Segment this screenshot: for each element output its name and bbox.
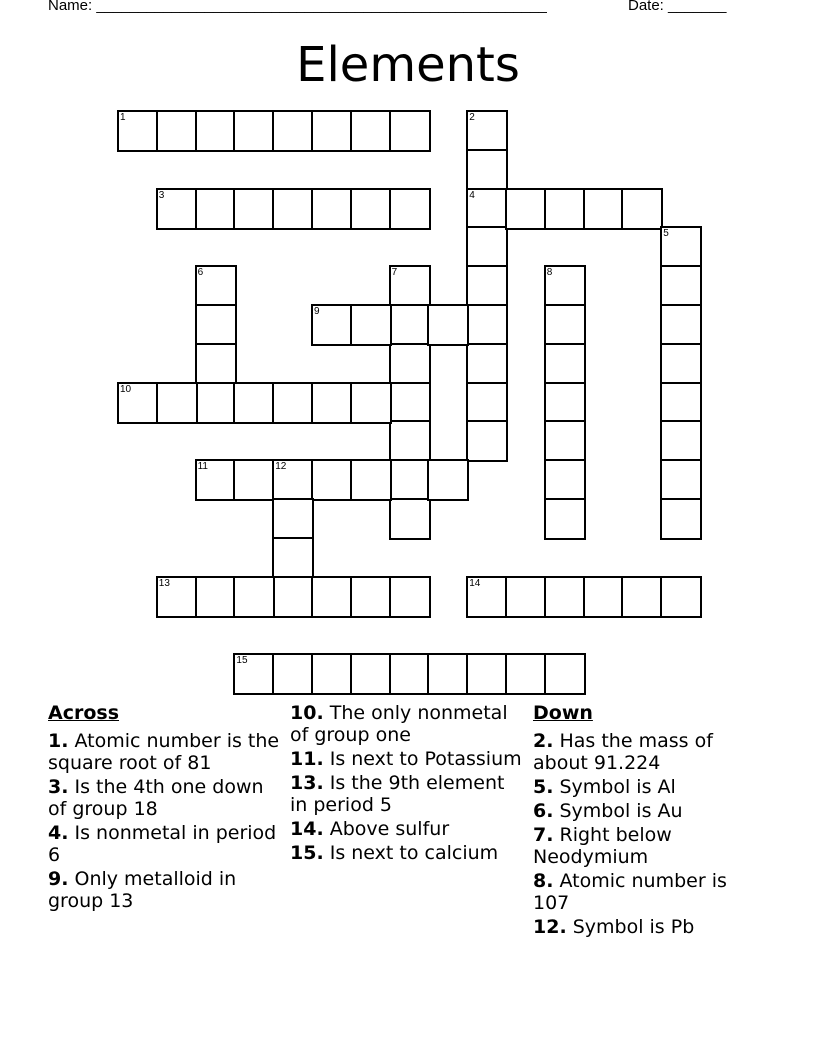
grid-cell[interactable] — [621, 576, 663, 618]
grid-cell[interactable] — [233, 382, 275, 424]
date-field-label: Date: _______ — [628, 0, 727, 14]
clue-number-label: 9. — [48, 868, 69, 890]
across-heading: Across — [48, 702, 120, 724]
grid-cell[interactable] — [156, 382, 198, 424]
across-clue — [48, 868, 280, 912]
grid-cell[interactable] — [389, 343, 431, 385]
grid-cell[interactable] — [350, 110, 392, 152]
grid-cell[interactable] — [660, 304, 702, 346]
grid-cell[interactable] — [621, 188, 663, 230]
down-clue — [533, 800, 765, 822]
grid-cell[interactable] — [466, 653, 508, 695]
down-clue — [533, 870, 765, 914]
grid-cell[interactable] — [660, 265, 702, 307]
clue-number: 3 — [158, 189, 165, 201]
grid-cell[interactable] — [389, 265, 431, 307]
clue-number: 5 — [663, 228, 669, 240]
clue-text: Only metalloid in group 13 — [48, 868, 237, 912]
grid-cell[interactable] — [350, 576, 392, 618]
name-field-label: Name: ______________________________________________________ — [48, 0, 547, 14]
grid-cell[interactable] — [544, 498, 586, 540]
grid-cell[interactable] — [233, 576, 275, 618]
page-title: Elements — [296, 37, 520, 93]
clue-number: 4 — [469, 189, 475, 201]
grid-cell[interactable] — [195, 304, 237, 346]
clue-number: 13 — [158, 577, 170, 589]
grid-cell[interactable] — [272, 498, 314, 540]
grid-cell[interactable] — [311, 459, 353, 501]
grid-cell[interactable] — [544, 420, 586, 462]
clue-text: Is next to Potassium — [323, 748, 522, 770]
grid-cell[interactable] — [389, 459, 431, 501]
clue-number: 1 — [120, 112, 126, 123]
grid-cell[interactable] — [466, 343, 508, 385]
grid-cell[interactable] — [660, 576, 702, 618]
clue-text: Is nonmetal in period 6 — [48, 822, 277, 866]
grid-cell[interactable] — [156, 576, 198, 618]
grid-cell[interactable] — [311, 653, 353, 695]
across-clue — [48, 822, 280, 866]
grid-cell[interactable] — [117, 382, 159, 424]
clue-number-label: 6. — [533, 800, 554, 822]
grid-cell[interactable] — [272, 537, 314, 579]
clue-number-label: 12. — [533, 916, 567, 938]
grid-cell[interactable] — [660, 459, 702, 501]
clue-text: Is the 4th one down of group 18 — [48, 776, 264, 820]
grid-cell[interactable] — [505, 653, 547, 695]
clue-number-label: 7. — [533, 824, 554, 846]
across-clue — [290, 748, 522, 770]
clue-number: 11 — [197, 461, 208, 473]
clue-text: The only nonmetal of group one — [290, 702, 508, 746]
grid-cell[interactable] — [544, 382, 586, 424]
grid-cell[interactable] — [350, 304, 392, 346]
grid-cell[interactable] — [544, 459, 586, 501]
clue-number: 7 — [391, 267, 398, 279]
clue-number-label: 1. — [48, 730, 69, 752]
grid-cell[interactable] — [466, 382, 508, 424]
grid-cell[interactable] — [195, 576, 237, 618]
grid-cell[interactable] — [466, 576, 508, 618]
grid-cell[interactable] — [544, 653, 586, 695]
grid-cell[interactable] — [195, 188, 237, 230]
grid-cell[interactable] — [195, 382, 237, 424]
clue-number: 8 — [546, 267, 553, 279]
clue-number-label: 14. — [290, 818, 324, 840]
across-clue — [290, 702, 522, 746]
clue-number: 12 — [275, 461, 287, 473]
grid-cell[interactable] — [156, 110, 198, 152]
grid-cell[interactable] — [660, 420, 702, 462]
grid-cell[interactable] — [466, 420, 508, 462]
grid-cell[interactable] — [544, 188, 586, 230]
grid-cell[interactable] — [350, 382, 392, 424]
grid-cell[interactable] — [389, 110, 431, 152]
grid-cell[interactable] — [272, 653, 314, 695]
grid-cell[interactable] — [272, 382, 314, 424]
clue-number-label: 15. — [290, 842, 324, 864]
across-clue — [48, 776, 280, 820]
down-clue — [533, 824, 765, 868]
grid-cell[interactable] — [195, 110, 237, 152]
grid-cell[interactable] — [466, 304, 508, 346]
clue-text: Is next to calcium — [323, 842, 499, 864]
clue-text: Right below Neodymium — [533, 824, 672, 868]
clue-number-label: 11. — [290, 748, 324, 770]
grid-cell[interactable] — [311, 110, 353, 152]
grid-cell[interactable] — [195, 343, 237, 385]
grid-cell[interactable] — [389, 498, 431, 540]
across-clue — [48, 730, 280, 774]
down-clues-column — [533, 702, 765, 940]
grid-cell[interactable] — [583, 576, 625, 618]
grid-cell[interactable] — [311, 304, 353, 346]
grid-cell[interactable] — [466, 149, 508, 191]
clue-number-label: 2. — [533, 730, 554, 752]
across-clues-column-1 — [48, 702, 280, 914]
grid-cell[interactable] — [233, 459, 275, 501]
clue-number-label: 4. — [48, 822, 69, 844]
grid-cell[interactable] — [389, 188, 431, 230]
clue-text: Symbol is Pb — [566, 916, 695, 938]
clue-text: Atomic number is 107 — [533, 870, 727, 914]
grid-cell[interactable] — [427, 304, 469, 346]
clue-number-label: 5. — [533, 776, 554, 798]
grid-cell[interactable] — [544, 343, 586, 385]
down-clue — [533, 776, 765, 798]
grid-cell[interactable] — [660, 498, 702, 540]
grid-cell[interactable] — [389, 653, 431, 695]
grid-cell[interactable] — [272, 576, 314, 618]
grid-cell[interactable] — [233, 110, 275, 152]
clue-number: 6 — [197, 267, 204, 279]
down-heading: Down — [533, 702, 593, 724]
grid-cell[interactable] — [660, 343, 702, 385]
grid-cell[interactable] — [311, 188, 353, 230]
clue-number: 10 — [120, 383, 132, 395]
grid-cell[interactable] — [311, 576, 353, 618]
grid-cell[interactable] — [272, 188, 314, 230]
grid-cell[interactable] — [156, 188, 198, 230]
clue-text: Above sulfur — [323, 818, 450, 840]
clue-number-label: 10. — [290, 702, 324, 724]
grid-cell[interactable] — [117, 110, 159, 152]
grid-cell[interactable] — [195, 459, 237, 501]
grid-cell[interactable] — [505, 576, 547, 618]
grid-cell[interactable] — [660, 226, 702, 268]
clue-text: Symbol is Al — [553, 776, 676, 798]
grid-cell[interactable] — [350, 188, 392, 230]
clue-number-label: 13. — [290, 772, 324, 794]
grid-cell[interactable] — [389, 304, 431, 346]
grid-cell[interactable] — [233, 653, 275, 695]
grid-cell[interactable] — [272, 110, 314, 152]
grid-cell[interactable] — [544, 576, 586, 618]
grid-cell[interactable] — [505, 188, 547, 230]
across-clue — [290, 772, 522, 816]
grid-cell[interactable] — [389, 420, 431, 462]
clue-number: 14 — [469, 577, 481, 589]
grid-cell[interactable] — [583, 188, 625, 230]
grid-cell[interactable] — [660, 382, 702, 424]
grid-cell[interactable] — [389, 576, 431, 618]
clue-number: 9 — [314, 306, 320, 317]
clue-text: Atomic number is the square root of 81 — [48, 730, 280, 774]
clue-text: Has the mass of about 91.224 — [533, 730, 713, 774]
grid-cell[interactable] — [544, 265, 586, 307]
clue-text: Symbol is Au — [553, 800, 683, 822]
clue-number-label: 8. — [533, 870, 554, 892]
clue-number: 2 — [469, 112, 475, 123]
grid-cell[interactable] — [466, 226, 508, 268]
grid-cell[interactable] — [311, 382, 353, 424]
grid-cell[interactable] — [389, 382, 431, 424]
grid-cell[interactable] — [466, 110, 508, 152]
grid-cell[interactable] — [272, 459, 314, 501]
grid-cell[interactable] — [350, 653, 392, 695]
grid-cell[interactable] — [350, 459, 392, 501]
grid-cell[interactable] — [427, 653, 469, 695]
down-clue — [533, 916, 765, 938]
clue-number-label: 3. — [48, 776, 69, 798]
across-clue — [290, 842, 522, 864]
clue-text: Is the 9th element in period 5 — [290, 772, 505, 816]
across-clues-column-2 — [290, 702, 522, 866]
down-clue — [533, 730, 765, 774]
grid-cell[interactable] — [466, 265, 508, 307]
grid-cell[interactable] — [544, 304, 586, 346]
grid-cell[interactable] — [466, 188, 508, 230]
clue-number: 15 — [236, 655, 248, 667]
grid-cell[interactable] — [233, 188, 275, 230]
grid-cell[interactable] — [427, 459, 469, 501]
across-clue — [290, 818, 522, 840]
grid-cell[interactable] — [195, 265, 237, 307]
